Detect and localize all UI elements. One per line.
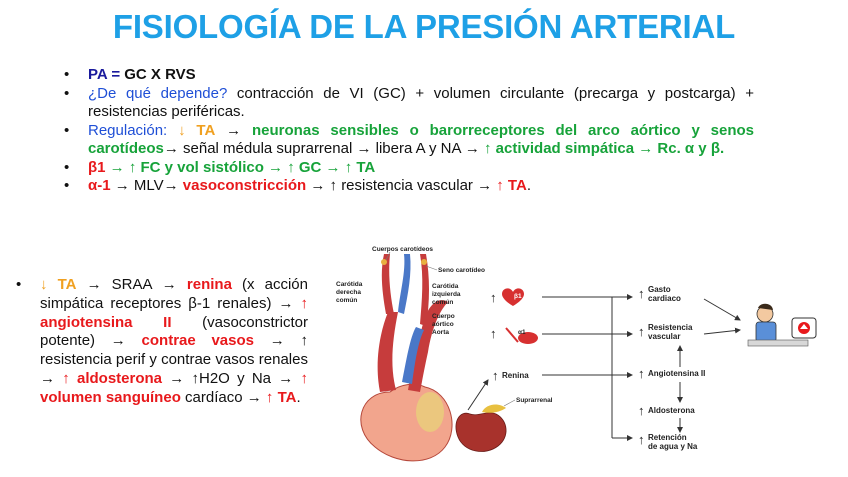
raas-t4: → ↑ resistencia perif y contrae vasos renales → bbox=[40, 332, 308, 387]
dependencies-text: contracción de VI (GC) + volumen circulante (precarga y postcarga) + resistencias periféricas. bbox=[88, 84, 754, 120]
bullet-raas bbox=[16, 276, 308, 408]
alpha1-badge: α1 bbox=[518, 329, 526, 336]
label-carotida-derecha-2: derecha bbox=[336, 289, 361, 296]
label-carotida-derecha-1: Carótida bbox=[336, 281, 363, 288]
flow-retencion-2: de agua y Na bbox=[648, 442, 698, 451]
up-arrow-renina: ↑ bbox=[492, 368, 499, 383]
up-arrow-angiotensina: ↑ bbox=[638, 366, 645, 381]
raas-renina: renina bbox=[186, 276, 232, 293]
raas-aldosterone: ↑ aldosterona bbox=[62, 369, 163, 387]
label-cuerpo-aortico-2: aórtico bbox=[432, 321, 454, 328]
dependencies-question: ¿De qué depende? bbox=[88, 84, 228, 102]
label-carotida-izquierda-3: común bbox=[432, 299, 454, 306]
flow-aldosterona: Aldosterona bbox=[648, 406, 695, 415]
up-arrow-retencion: ↑ bbox=[638, 432, 645, 447]
beta1-label: β1 bbox=[88, 158, 106, 176]
label-carotida-derecha-3: común bbox=[336, 297, 358, 304]
regulation-down-ta: ↓ TA bbox=[178, 121, 216, 139]
bullet-alpha1 bbox=[64, 177, 754, 196]
up-arrow-gasto: ↑ bbox=[638, 286, 645, 301]
alpha1-ta: ↑ TA bbox=[496, 177, 527, 194]
alpha1-label: α-1 bbox=[88, 177, 111, 194]
main-bullet-list bbox=[64, 66, 754, 196]
alpha1-end: . bbox=[526, 177, 531, 194]
raas-angiotensin: ↑ angiotensina II bbox=[40, 294, 308, 331]
alpha1-mid: → MLV→ bbox=[110, 177, 183, 194]
up-arrow-aldosterona: ↑ bbox=[638, 403, 645, 418]
flow-gasto-1: Gasto bbox=[648, 285, 671, 294]
beta1-badge: β1 bbox=[514, 293, 522, 300]
pa-formula: GC X RVS bbox=[124, 66, 196, 83]
raas-t3: (vasoconstrictor potente) → bbox=[40, 313, 308, 350]
flow-resistencia-2: vascular bbox=[648, 332, 681, 341]
up-arrow-beta: ↑ bbox=[490, 290, 497, 305]
label-aorta: Aorta bbox=[432, 329, 449, 336]
flow-renina: Renina bbox=[502, 371, 529, 380]
bp-regulation-diagram bbox=[320, 242, 840, 470]
flow-resistencia-1: Resistencia bbox=[648, 323, 693, 332]
label-cuerpos-carotideos: Cuerpos carotídeos bbox=[372, 246, 434, 253]
raas-bullet-list bbox=[16, 276, 308, 408]
sympathetic-activity-text: ↑ actividad simpática → Rc. α y β. bbox=[484, 140, 725, 157]
label-suprarrenal: Suprarrenal bbox=[516, 397, 553, 404]
flow-retencion-1: Retención bbox=[648, 433, 687, 442]
alpha1-rest: → ↑ resistencia vascular → bbox=[306, 177, 497, 194]
pa-label: PA = bbox=[88, 66, 125, 83]
raas-t5: → ↑H2O y Na → bbox=[162, 369, 301, 387]
flow-gasto-2: cardiaco bbox=[648, 294, 681, 303]
raas-t1: → SRAA → bbox=[76, 276, 187, 293]
label-carotida-izquierda-2: izquierda bbox=[432, 291, 461, 298]
vasoconstriction-text: vasoconstricción bbox=[182, 177, 307, 194]
bullet-regulation bbox=[64, 122, 754, 159]
raas-ta: ↑ TA bbox=[265, 388, 297, 406]
raas-contrae: contrae vasos bbox=[141, 332, 254, 350]
raas-down-ta: ↓ TA bbox=[40, 276, 77, 293]
up-arrow-resistencia: ↑ bbox=[638, 324, 645, 339]
beta1-chain: → ↑ FC y vol sistólico → ↑ GC → ↑ TA bbox=[105, 158, 376, 176]
label-cuerpo-aortico-1: Cuerpo bbox=[432, 313, 455, 320]
raas-volume: ↑ volumen sanguíneo bbox=[40, 369, 308, 406]
page-title: FISIOLOGÍA DE LA PRESIÓN ARTERIAL bbox=[112, 8, 736, 45]
bullet-pa-formula bbox=[64, 66, 754, 85]
raas-end: . bbox=[296, 388, 301, 406]
flow-angiotensina: Angiotensina II bbox=[648, 369, 706, 378]
baroreceptors-text: neuronas sensibles o barorreceptores del arco aórtico y senos carotídeos bbox=[88, 121, 754, 157]
patient-bp-monitor-illustration bbox=[748, 304, 816, 346]
kidney-illustration bbox=[456, 405, 506, 452]
label-carotida-izquierda-1: Carótida bbox=[432, 283, 459, 290]
bullet-dependencies bbox=[64, 85, 754, 122]
regulation-mid-text: → señal médula suprarrenal → libera A y NA → bbox=[163, 140, 485, 157]
up-arrow-alpha: ↑ bbox=[490, 326, 497, 341]
regulation-arrow: → bbox=[215, 121, 253, 139]
raas-t6: cardíaco → bbox=[180, 388, 266, 406]
regulation-label: Regulación: bbox=[88, 121, 179, 139]
label-seno-carotideo: Seno carotídeo bbox=[438, 267, 485, 274]
bullet-beta1 bbox=[64, 159, 754, 178]
raas-t2: (x acción simpática receptores β-1 renales) → bbox=[40, 276, 308, 312]
